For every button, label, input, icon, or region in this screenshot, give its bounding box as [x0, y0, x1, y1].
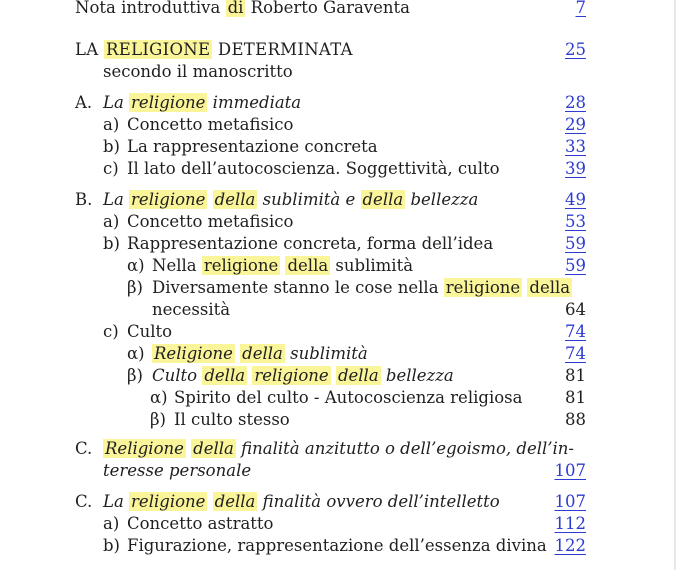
page-number-B-c-beta-beta: 88 — [565, 410, 586, 429]
item-text-post: sublimità — [284, 344, 368, 363]
page-link-main[interactable]: 25 — [565, 40, 586, 59]
page-link-B-b[interactable]: 59 — [565, 234, 586, 253]
item-label: a) — [103, 115, 120, 134]
page-link-C1[interactable]: 107 — [554, 461, 586, 480]
item-text-pre: Nella — [152, 256, 202, 275]
item-text: Il culto stesso — [174, 410, 290, 429]
item-text-pre: Culto — [152, 366, 203, 385]
section-label: A. — [75, 93, 93, 112]
section-title-mid: sublimità e — [257, 190, 361, 209]
toc-entry-B-a — [0, 211, 676, 233]
toc-entry-B-b — [0, 233, 676, 255]
toc-entry-B — [0, 189, 676, 211]
highlight: di — [227, 0, 244, 17]
highlight: della — [287, 256, 329, 275]
item-text: Il lato dell’autocoscienza. Soggettività, culto — [127, 159, 500, 178]
section-title-pre: La — [103, 93, 130, 112]
page-link-B[interactable]: 49 — [565, 190, 586, 209]
item-text-pre: Diversamente stanno le cose nella — [152, 278, 444, 297]
highlight: della — [204, 366, 246, 385]
section-label: B. — [75, 190, 93, 209]
item-text-post: sublimità — [330, 256, 414, 275]
highlight: della — [337, 366, 379, 385]
toc-entry-B-b-alpha — [0, 255, 676, 277]
toc-entry-A-a — [0, 114, 676, 136]
page-number-B-c-beta-alpha: 81 — [565, 388, 586, 407]
item-label: b) — [103, 137, 120, 156]
highlight: Religione — [105, 439, 184, 458]
highlight: religione — [131, 190, 206, 209]
toc-entry-C2 — [0, 491, 676, 513]
item-label: β) — [127, 366, 143, 385]
item-label: c) — [103, 322, 119, 341]
page-link-B-c-alpha[interactable]: 74 — [565, 344, 586, 363]
section-label: C. — [75, 492, 93, 511]
main-title-a: LA — [75, 40, 105, 59]
toc-entry-C2-b — [0, 535, 676, 557]
item-label: a) — [103, 212, 120, 231]
item-label: b) — [103, 536, 120, 555]
item-label: α) — [127, 344, 145, 363]
section-title-post: bellezza — [405, 190, 479, 209]
main-title-b: DETERMINATA — [212, 40, 353, 59]
item-text: Concetto astratto — [127, 514, 274, 533]
highlight: della — [242, 344, 283, 363]
page-link-B-b-alpha[interactable]: 59 — [565, 256, 586, 275]
page-number-B-c-beta: 81 — [565, 366, 586, 385]
item-text-post: bellezza — [380, 366, 454, 385]
item-label: c) — [103, 159, 119, 178]
item-text: Culto — [127, 322, 173, 341]
section-title-pre: La — [103, 492, 130, 511]
toc-entry-main — [0, 39, 676, 61]
item-text-continued: necessità — [152, 300, 231, 319]
item-text: La rappresentazione concreta — [127, 137, 378, 156]
highlight: della — [529, 278, 571, 297]
toc-entry-C1 — [0, 438, 676, 460]
section-title-post: finalità ovvero dell’intelletto — [257, 492, 500, 511]
highlight: religione — [445, 278, 521, 297]
toc-entry-B-b-beta — [0, 277, 676, 299]
item-label: β) — [150, 410, 166, 429]
toc-entry-B-c — [0, 321, 676, 343]
page-link-A-c[interactable]: 39 — [565, 159, 586, 178]
page-link-A-a[interactable]: 29 — [565, 115, 586, 134]
toc-entry-A-b — [0, 136, 676, 158]
highlight: religione — [131, 492, 206, 511]
item-label: α) — [150, 388, 168, 407]
toc-entry-B-c-beta-alpha — [0, 387, 676, 409]
page-link-B-a[interactable]: 53 — [565, 212, 586, 231]
highlight: religione — [203, 256, 279, 275]
section-title-post: immediata — [207, 93, 302, 112]
highlight: RELIGIONE — [106, 40, 211, 59]
section-title-continued: teresse personale — [103, 461, 252, 480]
toc-entry-B-b-beta-cont — [0, 299, 676, 321]
main-subtitle: secondo il manoscritto — [103, 62, 293, 81]
item-label: α) — [127, 256, 145, 275]
item-text: Rappresentazione concreta, forma dell’idea — [127, 234, 494, 253]
toc-entry-B-c-beta-beta — [0, 409, 676, 431]
item-text: Spirito del culto - Autocoscienza religiosa — [174, 388, 523, 407]
toc-entry-B-c-beta — [0, 365, 676, 387]
toc-entry-intro — [0, 0, 676, 19]
page-link-B-c[interactable]: 74 — [565, 322, 586, 341]
item-label: a) — [103, 514, 120, 533]
toc-entry-C1-cont — [0, 460, 676, 482]
section-label: C. — [75, 439, 93, 458]
page-link-C2[interactable]: 107 — [554, 492, 586, 511]
page-link-C2-b[interactable]: 122 — [554, 536, 586, 555]
page-link-C2-a[interactable]: 112 — [554, 514, 586, 533]
highlight: della — [362, 190, 404, 209]
highlight: Religione — [154, 344, 233, 363]
toc-entry-A — [0, 92, 676, 114]
toc-entry-A-c — [0, 158, 676, 180]
page-link-intro[interactable]: 7 — [575, 0, 586, 17]
item-text: Concetto metafisico — [127, 212, 294, 231]
highlight: religione — [131, 93, 206, 112]
intro-text: Nota introduttiva — [75, 0, 226, 17]
toc-entry-main-sub — [0, 61, 676, 83]
page-link-A-b[interactable]: 33 — [565, 137, 586, 156]
item-text: Concetto metafisico — [127, 115, 294, 134]
section-title-post: finalità anzitutto o dell’egoismo, dell’in- — [235, 439, 574, 458]
item-label: β) — [127, 278, 143, 297]
toc-entry-C2-a — [0, 513, 676, 535]
intro-text-2: Roberto Garaventa — [245, 0, 410, 17]
item-text: Figurazione, rappresentazione dell’essenza divina — [127, 536, 547, 555]
highlight: della — [193, 439, 234, 458]
highlight: religione — [254, 366, 329, 385]
highlight: della — [214, 190, 256, 209]
section-title-pre: La — [103, 190, 130, 209]
item-label: b) — [103, 234, 120, 253]
page-link-A[interactable]: 28 — [565, 93, 586, 112]
page-number-B-b-beta: 64 — [565, 300, 586, 319]
toc-entry-B-c-alpha — [0, 343, 676, 365]
highlight: della — [214, 492, 256, 511]
